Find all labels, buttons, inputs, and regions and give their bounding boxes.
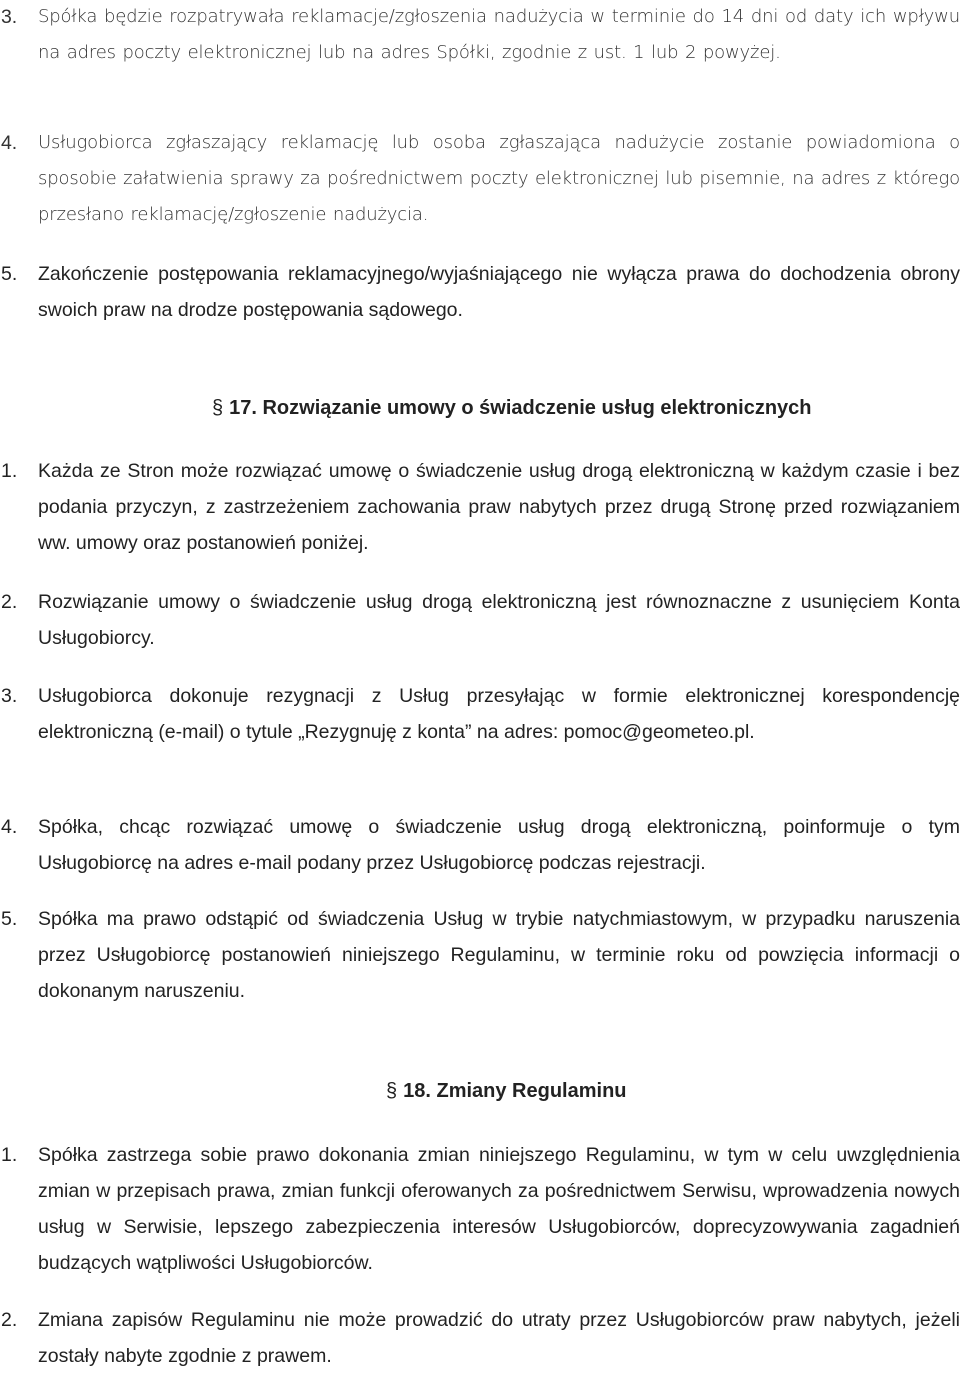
clause-item [0, 0, 960, 71]
clause-text: Zmiana zapisów Regulaminu nie może prowadzić do utraty przez Usługobiorców praw nabytych, jeżeli zostały nabyte zgodnie z prawem. [38, 1309, 960, 1367]
clause-text: Usługobiorca zgłaszający reklamację lub osoba zgłaszająca nadużycie zostanie powiadomiona o sposobie załatwienia sprawy za pośrednictwem poczty elektronicznej lub pisemnie, na adres z którego przesłano reklamację/zgłoszenie nadużycia. [38, 132, 960, 225]
section-symbol: § [212, 397, 224, 419]
clause-item [0, 125, 960, 233]
section-title: 18. Zmiany Regulaminu [403, 1080, 627, 1102]
section-symbol: § [386, 1080, 398, 1102]
clause-item [0, 584, 960, 656]
section-17-heading [0, 390, 960, 426]
clause-item [0, 256, 960, 328]
clause-number: 2. [1, 1309, 18, 1331]
clause-item [0, 453, 960, 561]
clause-text: Rozwiązanie umowy o świadczenie usług drogą elektroniczną jest równoznaczne z usunięciem Konta Usługobiorcy. [38, 591, 960, 649]
clause-number: 4. [1, 816, 18, 838]
clause-number: 2. [1, 591, 18, 613]
clause-item [0, 901, 960, 1009]
clause-number: 4. [1, 132, 17, 154]
clause-number: 1. [1, 1144, 18, 1166]
clause-number: 3. [1, 6, 17, 28]
clause-text: Spółka ma prawo odstąpić od świadczenia Usług w trybie natychmiastowym, w przypadku naruszenia przez Usługobiorcę postanowień niniejszego Regulaminu, w terminie roku od powzięcia informacji o dokonanym naruszeniu. [38, 908, 960, 1002]
section-title: 17. Rozwiązanie umowy o świadczenie usług elektronicznych [229, 397, 812, 419]
clause-item [0, 809, 960, 881]
clause-number: 3. [1, 685, 18, 707]
clause-item [0, 1302, 960, 1374]
clause-number: 5. [1, 263, 18, 285]
clause-text: Spółka zastrzega sobie prawo dokonania zmian niniejszego Regulaminu, w tym w celu uwzględnienia zmian w przepisach prawa, zmian funkcji oferowanych za pośrednictwem Serwisu, wprowadzenia nowych usług w Serwisie, lepszego zabezpieczenia interesów Usługobiorców, doprecyzowywania zagadnień budzących wątpliwości Usługobiorców. [38, 1144, 960, 1274]
clause-text: Usługobiorca dokonuje rezygnacji z Usług przesyłając w formie elektronicznej korespondencję elektroniczną (e-mail) o tytule „Rezygnuję z konta” na adres: pomoc@geometeo.pl. [38, 685, 960, 743]
clause-text: Zakończenie postępowania reklamacyjnego/wyjaśniającego nie wyłącza prawa do dochodzenia obrony swoich praw na drodze postępowania sądowego. [38, 263, 960, 321]
clause-text: Spółka, chcąc rozwiązać umowę o świadczenie usług drogą elektroniczną, poinformuje o tym Usługobiorcę na adres e-mail podany przez Usługobiorcę podczas rejestracji. [38, 816, 960, 874]
clause-number: 1. [1, 460, 18, 482]
clause-text: Spółka będzie rozpatrywała reklamacje/zgłoszenia nadużycia w terminie do 14 dni od daty ich wpływu na adres poczty elektronicznej lub na adres Spółki, zgodnie z ust. 1 lub 2 powyżej. [38, 6, 960, 63]
clause-item [0, 678, 960, 750]
clause-text: Każda ze Stron może rozwiązać umowę o świadczenie usług drogą elektroniczną w każdym czasie i bez podania przyczyn, z zastrzeżeniem zachowania praw nabytych przez drugą Stronę przed rozwiązaniem ww. umowy oraz postanowień poniżej. [38, 460, 960, 554]
clause-number: 5. [1, 908, 18, 930]
section-18-heading [0, 1073, 960, 1109]
clause-item [0, 1137, 960, 1281]
